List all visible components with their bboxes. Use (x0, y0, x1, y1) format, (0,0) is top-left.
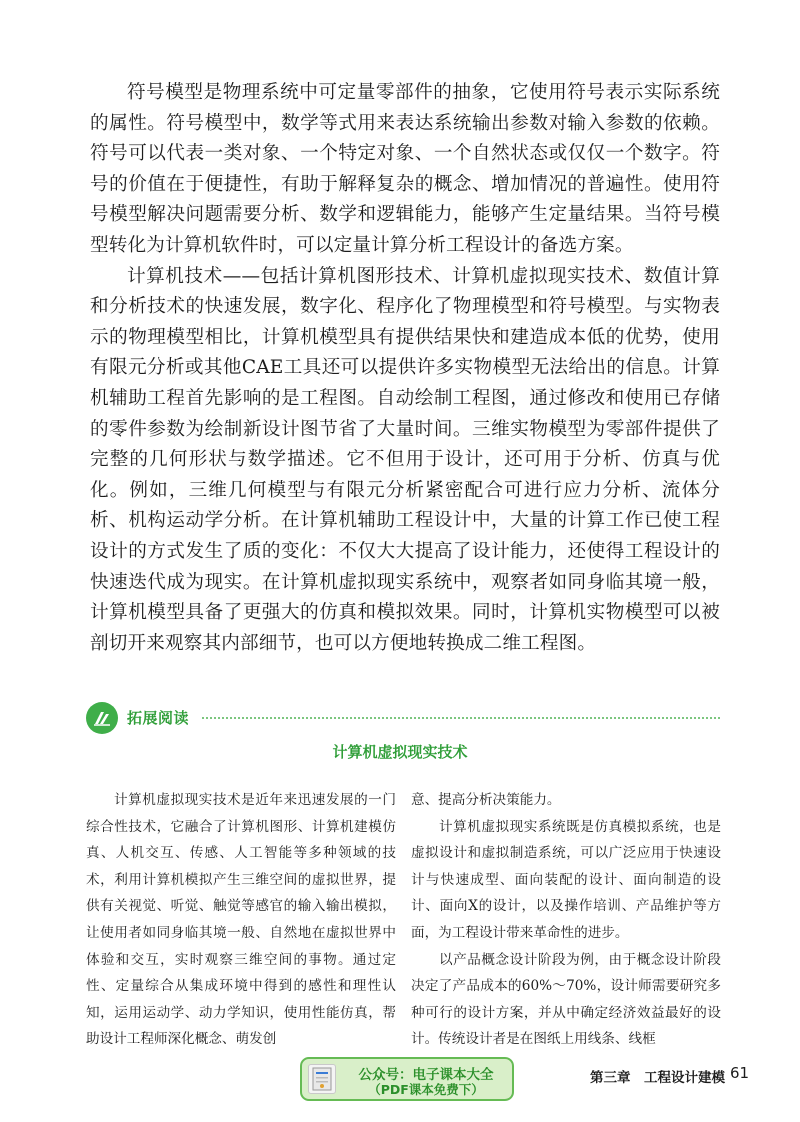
reading-paragraph: 以产品概念设计阶段为例，由于概念设计阶段决定了产品成本的60%～70%，设计师需要研究多种可行的设计方案，并从中确定经济效益最好的设计。传统设计者是在图纸上用线条、线框 (411, 951, 721, 1048)
extended-reading-label: 拓展阅读 (127, 709, 190, 727)
reading-column-right (411, 787, 721, 1053)
textbook-cover-icon (308, 1064, 336, 1094)
reading-paragraph: 计算机虚拟现实系统既是仿真模拟系统，也是虚拟设计和虚拟制造系统，可以广泛应用于快速设计与快速成型、面向装配的设计、面向制造的设计、面向X的设计，以及操作培训、产品维护等方面，为工程设计带来革命性的进步。 (411, 818, 721, 941)
page-number: 61 (730, 1064, 750, 1082)
dotted-divider (202, 717, 720, 719)
reading-title: 计算机虚拟现实技术 (332, 743, 468, 761)
badge-account-name: 公众号：电子课本大全 (358, 1067, 494, 1083)
reading-paragraph-continuation: 意、提高分析决策能力。 (411, 792, 561, 808)
extended-reading-header (86, 702, 720, 734)
paragraph-computer-technology: 计算机技术——包括计算机图形技术、计算机虚拟现实技术、数值计算和分析技术的快速发展，数字化、程序化了物理模型和符号模型。与实物表示的物理模型相比，计算机模型具有提供结果快和建造成本低的优势，使用有限元分析或其他CAE工具还可以提供许多实物模型无法给出的信息。计算机辅助工程首先影响的是工程图。自动绘制工程图，通过修改和使用已存储的零件参数为绘制新设计图节省了大量时间。三维实物模型为零部件提供了完整的几何形状与数学描述。它不但用于设计，还可用于分析、仿真与优化。例如，三维几何模型与有限元分析紧密配合可进行应力分析、流体分析、机构运动学分析。在计算机辅助工程设计中，大量的计算工作已使工程设计的方式发生了质的变化：不仅大大提高了设计能力，还使得工程设计的快速迭代成为现实。在计算机虚拟现实系统中，观察者如同身临其境一般，计算机模型具备了更强大的仿真和模拟效果。同时，计算机实物模型可以被剖切开来观察其内部细节，也可以方便地转换成二维工程图。 (90, 265, 720, 654)
main-body-text (90, 78, 720, 659)
reading-paragraph: 计算机虚拟现实技术是近年来迅速发展的一门综合性技术，它融合了计算机图形、计算机建模仿真、人机交互、传感、人工智能等多种领域的技术，利用计算机模拟产生三维空间的虚拟世界，提供有关视觉、听觉、触觉等感官的输入输出模拟，让使用者如同身临其境一般、自然地在虚拟世界中体验和交互，实时观察三维空间的事物。通过定性、定量综合从集成环境中得到的感性和理性认知，运用运动学、动力学知识，使用性能仿真，帮助设计工程师深化概念、萌发创 (86, 792, 396, 1048)
book-leaf-icon (86, 702, 118, 734)
paragraph-symbol-model: 符号模型是物理系统中可定量零部件的抽象，它使用符号表示实际系统的属性。符号模型中，数学等式用来表达系统输出参数对输入参数的依赖。符号可以代表一类对象、一个特定对象、一个自然状态或仅仅一个数字。符号的价值在于便捷性，有助于解释复杂的概念、增加情况的普遍性。使用符号模型解决问题需要分析、数学和逻辑能力，能够产生定量结果。当符号模型转化为计算机软件时，可以定量计算分析工程设计的备选方案。 (90, 82, 720, 256)
footer-chapter-title: 第三章 工程设计建模 (590, 1070, 725, 1086)
book-icon (309, 1065, 335, 1093)
reading-column-left (86, 787, 396, 1053)
badge-subtitle: （PDF课本免费下） (368, 1082, 484, 1097)
wechat-watermark-badge (300, 1057, 514, 1101)
